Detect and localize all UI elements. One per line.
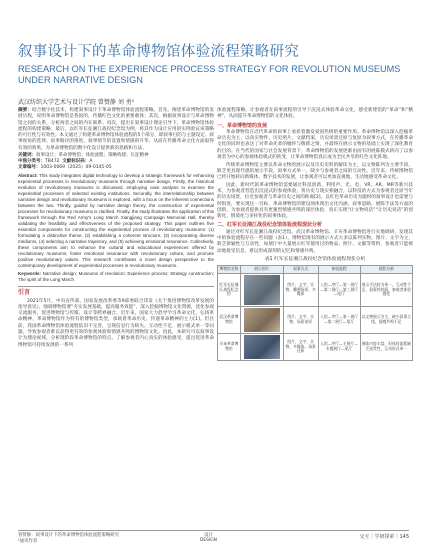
abstract-en — [18, 173, 214, 269]
paper-title-en: RESEARCH ON THE EXPERIENCE PROCESS STRATEGY FOR REVOLUTION MUSEUMS UNDER NARRATIVE DESIGN — [18, 64, 401, 85]
narrative-cell: 图片、文字、实物、场景复原 — [283, 306, 318, 333]
narrative-cell: 图片、文字、实物、多媒体、场景还原 — [283, 333, 318, 360]
museum-photo-cell — [240, 273, 283, 306]
doc-code-value: A — [89, 159, 93, 165]
section-1-paragraph-2: 传统革命博物馆主要以革命文物的展示以及历史史料的解读为主，以文物陈列为主要手段，缺乏更具现代感的展示手段，叙事方式单一，缺少与参观者之间的互动性。近年来，传统博物馆已经开始转向新媒体、数字技术的发展，让参观者可以更加直观地、生动地感受革命文化。 — [217, 162, 413, 181]
table-header-cell: 博物馆名称 — [218, 266, 241, 274]
table-row — [218, 273, 413, 306]
journal-name-en: DESIGN — [200, 538, 217, 543]
museum-name-cell: 红军长征湘江战役纪念馆 — [218, 273, 241, 306]
museum-name-cell: 辛亥革命博物馆 — [218, 333, 241, 360]
analysis-table — [217, 265, 413, 361]
keywords-cn-text: 叙事设计；革命博物馆；体验流程；策略构建；长征精神 — [36, 153, 149, 159]
flow-cell: 入馆—序厅—第一展厅—第二展厅—第三展厅—尾厅 — [318, 273, 360, 306]
meta-block — [18, 153, 214, 171]
intro-paragraph: 2021年5月，中央宣传部、国家发展改革委等9部委联合印发《关于推进博物馆改革发展的指导意见》，强调博物馆要“夯实发展基础，提高服务效能”，深入挖掘博物馆文化资源，优化参观交流服务，促进博物馆与传媒、设计等跨界融合。近年来，国家大力倡导学习革命文化，弘扬革命精神，革命博物馆作为特有的博物馆类型，承载着革命历史、传递革命精神的主力[1]。但目前，我国革命博物馆体验流程依旧不完善，呈现信息行为缺失、互动性不足、展示模式单一等问题，导致参观者难以获得更有效的参观体验和情感共鸣的博物馆文化。因此，本研究可以叙事设计为理论视域，分析现阶段革命博物馆的特点，了解参观者内心真实的体验感受，提出促进革命博物馆可持续发展的一系列 — [18, 298, 214, 348]
museum-photo — [244, 308, 280, 332]
status-cell: 以文物展示为主，缺少叙事主线，情感共鸣不足 — [360, 306, 412, 333]
article-number-line — [18, 165, 214, 171]
footer-left — [18, 533, 178, 544]
journal-name-cn: 设计 — [204, 533, 213, 538]
abstract-en-text: This study integrates digital technology to develop a strategic framework for enhancing experiential processes in revolutionary museums through narrative design. Firstly, the historical evolution of revolutionary museums is discussed, employing case analysis to examine the experiential processes of selected existing institutions. Secondly, the interrelationship between narrative design and revolutionary museums is explored, with a focus on the inherent connections between the two. Thirdly, guided by narrative design theory, the construction of experiential processes for revolutionary museums is clarified. Finally, the study illustrates the application of this framework through the Red Army's Long March Xiangjiang Campaign Memorial Hall, thereby validating the feasibility and effectiveness of the proposed strategy. This paper outlines five essential components for constructing the experiential process of revolutionary museums: (1) formulating a distinctive theme, (2) establishing a coherent structure, (3) incorporating diverse mediums, (4) selecting a narrative trajectory, and (5) achieving emotional resonance. Collectively, these components aim to enhance the cultural and educational experiences offered by revolutionary museums, foster emotional resonance with revolutionary culture, and promote positive revolutionary values. This research contributes a novel design perspective to the contemporary development of experiential processes in revolutionary museums. — [18, 173, 214, 269]
table-row — [218, 306, 413, 333]
abstract-cn-text: 结合数字化技术，构建叙事设计下革命博物馆体验流程策略。首先，阐述革命博物馆的发展历程，说明革命博物馆是我国的，传播红色文化的重要载体；其次，根据叙事设计与革命博物馆之间的关系，分析两者之间的内在联系；再次，提出在叙事设计理论引导下，革命博物馆体验流程的构建策略；最后，以红军长征湘江战役纪念馆为例，将其作为设计应用的实例验证该策略的可行性与有效性。本文通过了构建革命博物馆体验流程的5个部分，即叙事目的与主题设定、叙事视角的选择、叙事路径的推进、叙事情节的设置和情感的升华，从而在传播革命文化方面取得有效的效果，为革命博物馆的数字化设计提供新的思路和方法。 — [18, 108, 214, 151]
abstract-cn — [18, 108, 214, 152]
keywords-cn-label: 关键词： — [18, 153, 36, 159]
right-paragraph-continued: 体验流程策略，让参观者在叙事流程的引导下沉浸式体验革命文化，感受新建馆的“革命”和“精神”，从而提升革命博物馆的文化体验。 — [217, 108, 413, 120]
footer-page-info: 交互｜学研探索｜145 — [359, 534, 409, 540]
section-2-heading: 二、红军长征湘江战役纪念馆体验流程现状分析 — [217, 222, 323, 229]
paper-title-cn: 叙事设计下的革命博物馆体验流程策略研究 — [18, 44, 300, 60]
table-header-cell: 展示图片 — [240, 266, 283, 274]
table-header-cell: 现状分析 — [360, 266, 412, 274]
status-cell: 展示手法较为单一，互动性不足，叙事性较弱，参观者体验感差 — [360, 273, 412, 306]
table-header-cell: 体验流程 — [318, 266, 360, 274]
keywords-en-text: Narrative design; Museums of revolution; Experience process; Strategy construction; The spirit of the Long March — [18, 271, 214, 283]
intro-heading: 引言 — [18, 289, 31, 297]
divider — [18, 286, 214, 287]
abstract-en-label: Abstract: — [18, 173, 38, 179]
table-header-cell: 叙事方式 — [283, 266, 318, 274]
table-header-row — [218, 266, 413, 274]
section-1-paragraph-3: 因此，新时代的革命博物馆需要通过科技创新，利用声、光、电、VR、AR、MR等新兴技术，为参观者营造出沉浸式的参观体验，将历史与现实相融合，以科技的方式为参观者还原当年的历史场景，拉近参观者与革命历史之间的距离[2]。以红色革命历史为题材的叙事设计也需要与时俱进，要实现这一目标，革命博物馆的建设须体现出文化内涵、叙事思路、展陈手法等方面的创新，为参观者提供具有更强烈情感共鸣的深层体验，真正实现“让文物说话”“让历史说话”的创新化、情境化与多样化的叙事体验。 — [217, 182, 413, 220]
museum-photo — [244, 335, 280, 359]
museum-photo-cell — [240, 333, 283, 360]
clc-value: TB472 — [45, 159, 60, 165]
footer-article-title: 曾赞静：叙事设计下的革命博物馆体验流程策略研究 — [18, 533, 119, 538]
article-no-value: 1003-0069（2025）09-0145-05 — [40, 165, 112, 171]
paper-authors: 武汉纺织大学艺术与设计学院 曾赞静 刘 勇¹ — [18, 99, 135, 106]
footer-center — [200, 533, 217, 543]
footer-note: ¹通讯作者 — [18, 538, 38, 544]
flow-cell: 入馆—序厅—第一展厅—第二展厅—尾厅 — [318, 306, 360, 333]
section-1-paragraph-1: 革命博物馆在近代革命的叙事上承担着激发爱国热情的重要作用。革命博物馆以深入挖掘革命历史为主，以真实物件、历史照片、文献档案、历史场景还原与复原为叙事方式，在传播革命文化的同时也表达了对革命先辈的缅怀与敬仰之情，并最终在展示文物的基础上实现了深化教育的目的。在当代的国家与社会发展背景下，革命博物馆的发展逐渐由固有的展陈模式转向了以参观者为中心的参观体验模式的转变，让革命博物馆真正成为全民共享的红色文化阵地。 — [217, 129, 413, 161]
narrative-cell: 图片、文字、实物、雕塑场景、多媒体 — [283, 273, 318, 306]
museum-name-cell: 武汉革命博物馆 — [218, 306, 241, 333]
clc-label: 中图分类号： — [18, 159, 45, 165]
status-cell: 展陈内容丰富，但体验流程缺乏连贯性，互动形式单一 — [360, 333, 412, 360]
keywords-en-label: Keywords: — [18, 271, 42, 277]
left-column — [18, 108, 214, 350]
table-row — [218, 333, 413, 360]
abstract-cn-label: 摘要： — [18, 108, 33, 113]
section-2-paragraph-1: 通过对红军长征湘江战役纪念馆、武汉革命博物馆、辛亥革命博物馆进行实地调研，发现其中的体验流程存在一些问题（表1）。博物馆现有的展示方式大多以陈列实物、图片、文字为主，缺乏新颖性与互动性，如展厅中大量展示红军使用过的物品、照片、文献等资料，参观者只能被动地接受信息，难以形成深刻的记忆和情感共鸣。 — [217, 229, 413, 254]
doc-code-label: 文献标识码： — [62, 159, 90, 165]
museum-photo-cell — [240, 306, 283, 333]
section-1-heading: 一、革命博物馆的发展 — [217, 122, 268, 129]
article-no-label: 文章编号： — [18, 165, 41, 171]
right-column — [217, 108, 413, 361]
footer-divider — [18, 530, 409, 531]
flow-cell: 入馆—序厅—主展厅—专题展厅—尾厅 — [318, 333, 360, 360]
keywords-en — [18, 271, 214, 283]
museum-photo — [244, 275, 280, 305]
table-title: 表1 红军长征湘江战役纪念馆体验流程现状分析 — [264, 256, 366, 262]
